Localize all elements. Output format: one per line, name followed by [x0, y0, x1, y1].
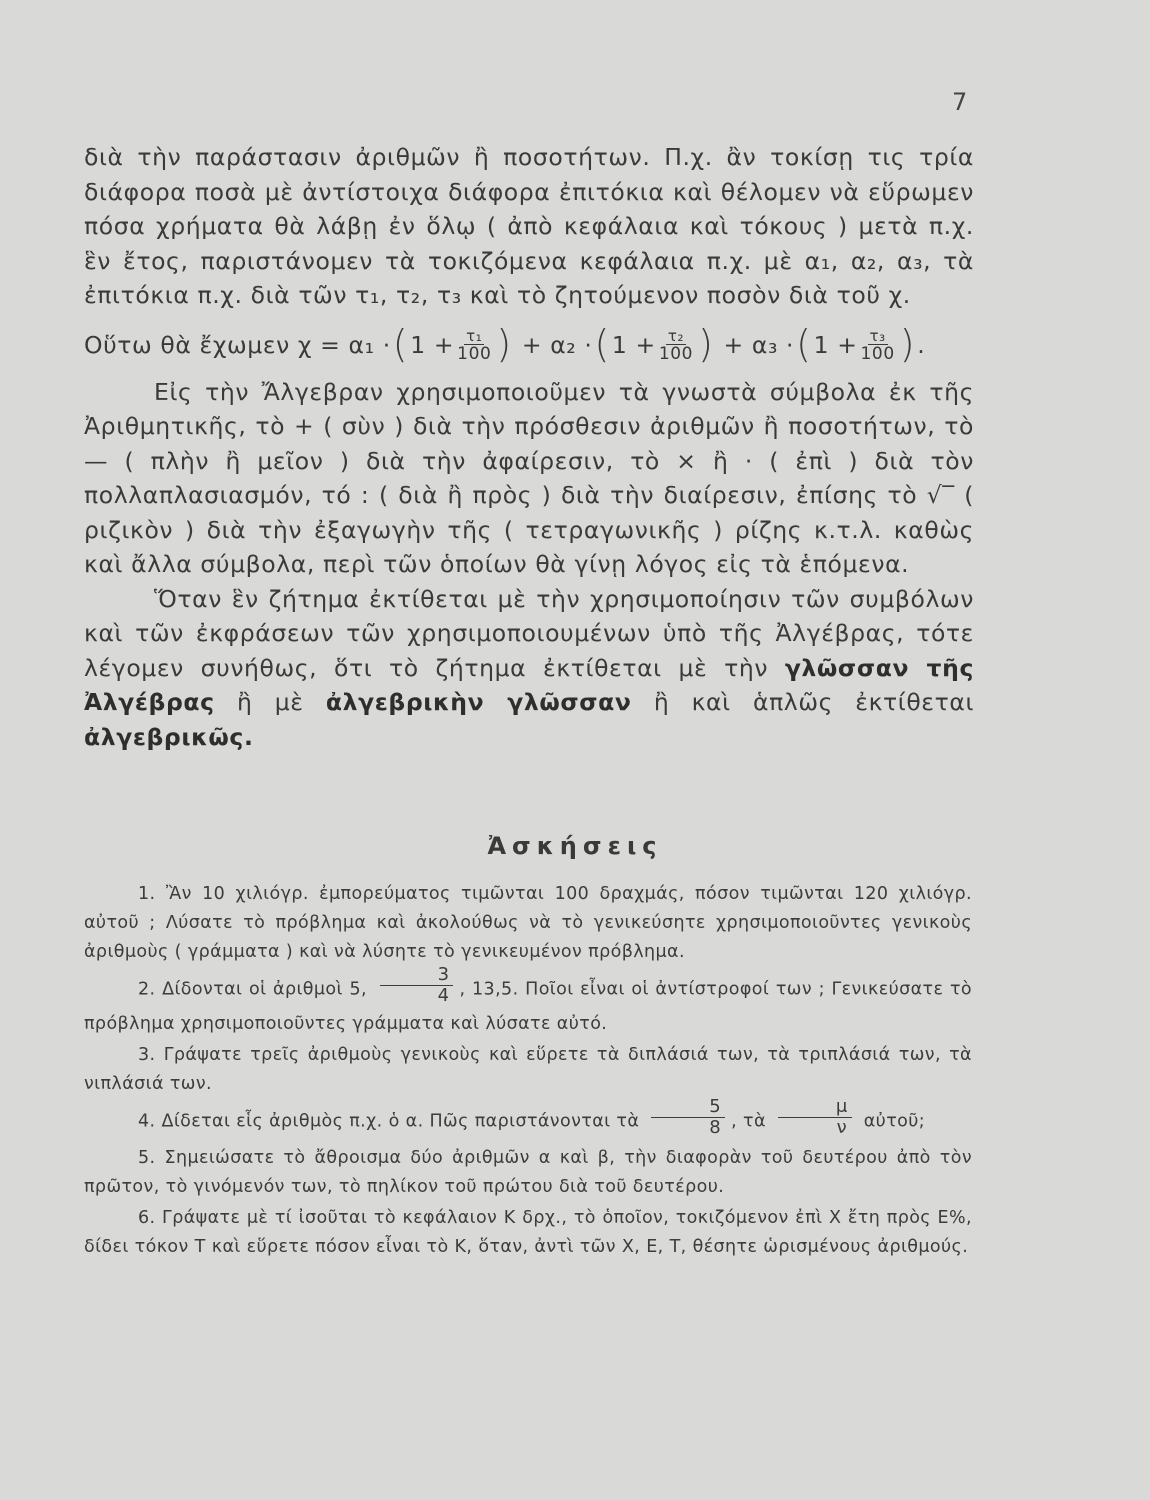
- formula-one: 1 +: [611, 331, 656, 360]
- para3-bold-term1: γλῶσσαν τῆς Ἀλγέβρας: [84, 653, 974, 716]
- exercise-2-fraction-denominator: 4: [437, 985, 450, 1006]
- paragraph-symbols: Εἰς τὴν Ἄλγεβραν χρησιμοποιοῦμεν τὰ γνωστὰ σύμβολα ἐκ τῆς Ἀριθμητικῆς, τὸ + ( σὺν ) διὰ τὴν πρόσθεσιν ἀριθμῶν ἢ ποσοτήτων, τὸ — ( πλὴν ἢ μεῖον ) διὰ τὴν ἀφαίρεσιν, τὸ × ἢ · ( ἐπὶ ) διὰ τὸν πολλαπλασιασμόν, τό : ( διὰ ἢ πρὸς ) διὰ τὴν διαίρεσιν, ἐπίσης τὸ √‾ ( ριζικὸν ) διὰ τὴν ἐξαγωγὴν τῆς ( τετραγωνικῆς ) ρίζης κ.τ.λ. καθὼς καὶ ἄλλα σύμβολα, περὶ τῶν ὁποίων θὰ γίνῃ λόγος εἰς τὰ ἑπόμενα.: [84, 377, 974, 578]
- formula-end: .: [917, 331, 926, 360]
- close-paren: ): [698, 321, 714, 366]
- formula-one: 1 +: [410, 331, 455, 360]
- open-paren: (: [796, 321, 812, 366]
- para3-text2: ἢ μὲ: [236, 688, 304, 716]
- para3-bold-term2: ἀλγεβρικὴν γλῶσσαν: [325, 688, 632, 716]
- exercises-list: [84, 880, 972, 1264]
- formula-one: 1 +: [813, 331, 858, 360]
- paragraph-notation-intro: διὰ τὴν παράστασιν ἀριθμῶν ἢ ποσοτήτων. Π.χ. ἂν τοκίσῃ τις τρία διάφορα ποσὰ μὲ ἀντίστοιχα διάφορα ἐπιτόκια καὶ θέλομεν νὰ εὕρωμεν πόσα χρήματα θὰ λάβῃ ἐν ὅλῳ ( ἀπὸ κεφάλαια καὶ τόκους ) μετὰ π.χ. ἓν ἔτος, παριστάνομεν τὰ τοκιζόμενα κεφάλαια π.χ. μὲ α₁, α₂, α₃, τὰ ἐπιτόκια π.χ. διὰ τῶν τ₁, τ₂, τ₃ καὶ τὸ ζητούμενον ποσὸν διὰ τοῦ χ.: [84, 143, 974, 309]
- exercise-4: [84, 1096, 972, 1142]
- paragraph-algebraic-language: [84, 582, 974, 755]
- open-paren: (: [594, 321, 610, 366]
- exercise-5: 5. Σημειώσατε τὸ ἄθροισμα δύο ἀριθμῶν α καὶ β, τὴν διαφορὰν τοῦ δευτέρου ἀπὸ τὸν πρῶτον, τὸ γινόμενόν των, τὸ πηλίκον τοῦ πρώτου διὰ τοῦ δευτέρου.: [84, 1148, 972, 1197]
- section-title: Ἀσκήσεις: [487, 832, 663, 860]
- fraction-t3: [861, 328, 895, 364]
- exercise-4-fraction-2-denominator: ν: [836, 1117, 848, 1138]
- exercise-2-start: 2. Δίδονται οἱ ἀριθμοὶ 5,: [138, 979, 367, 1000]
- formula-lead: Οὕτω θὰ ἔχωμεν χ = α₁ ·: [84, 331, 391, 360]
- exercise-4-fraction-2: [778, 1097, 852, 1138]
- exercise-1: 1. Ἂν 10 χιλιόγρ. ἐμπορεύματος τιμῶνται 100 δραχμάς, πόσον τιμῶνται 120 χιλιόγρ. αὐτοῦ ; Λύσατε τὸ πρόβλημα καὶ ἀκολούθως νὰ τὸ γενικεύσητε χρησιμοποιοῦντες γενικοὺς ἀριθμοὺς ( γράμματα ) καὶ νὰ λύσητε τὸ γενικευμένον πρόβλημα.: [84, 884, 972, 962]
- formula: [84, 317, 974, 375]
- formula-plus-a3: + α₃ ·: [723, 331, 795, 360]
- exercise-4-start: 4. Δίδεται εἷς ἀριθμὸς π.χ. ὁ α. Πῶς παριστάνονται τὰ: [138, 1111, 640, 1132]
- close-paren: ): [899, 321, 916, 366]
- exercise-4-end: αὐτοῦ;: [863, 1111, 926, 1132]
- fraction-t3-numerator: τ₃: [869, 326, 886, 345]
- fraction-t1-denominator: 100: [457, 343, 492, 364]
- exercise-6: 6. Γράψατε μὲ τί ἰσοῦται τὸ κεφάλαιον Κ δρχ., τὸ ὁποῖον, τοκιζόμενον ἐπὶ Χ ἔτη πρὸς Ε%, δίδει τόκον Τ καὶ εὕρετε πόσον εἶναι τὸ Κ, ὅταν, ἀντὶ τῶν Χ, Ε, Τ, θέσητε ὡρισμένους ἀριθμούς.: [84, 1208, 972, 1257]
- open-paren: (: [392, 321, 409, 366]
- formula-plus-a2: + α₂ ·: [521, 331, 593, 360]
- para3-bold-term3: ἀλγεβρικῶς.: [84, 722, 254, 751]
- para3-text1: Ὅταν ἓν ζήτημα ἐκτίθεται μὲ τὴν χρησιμοποίησιν τῶν συμβόλων καὶ τῶν ἐκφράσεων τῶν χρησιμοποιουμένων ὑπὸ τῆς Ἀλγέβρας, τότε λέγομεν συνήθως, ὅτι τὸ ζήτημα ἐκτίθεται μὲ τὴν: [84, 584, 974, 682]
- exercise-4-fraction-1: [651, 1097, 725, 1138]
- fraction-t2-denominator: 100: [658, 343, 694, 364]
- exercise-4-fraction-1-denominator: 8: [709, 1117, 722, 1138]
- para3-text3: ἢ καὶ ἁπλῶς ἐκτίθεται: [653, 688, 974, 716]
- page-number: 7: [952, 88, 968, 116]
- exercise-2: [84, 964, 972, 1039]
- fraction-t3-denominator: 100: [860, 343, 895, 364]
- fraction-t1-numerator: τ₁: [466, 326, 483, 345]
- fraction-t1: [457, 328, 491, 364]
- fraction-t2-numerator: τ₂: [667, 326, 685, 345]
- fraction-t2: [659, 328, 693, 364]
- main-text: [84, 140, 974, 754]
- exercise-2-fraction-numerator: 3: [380, 965, 454, 986]
- exercise-4-mid: , τὰ: [731, 1111, 766, 1132]
- exercise-2-end: , 13,5. Ποῖοι εἶναι οἱ ἀντίστροφοί των ; Γενικεύσατε τὸ πρόβλημα χρησιμοποιοῦντες γράμματα καὶ λύσατε αὐτό.: [84, 979, 972, 1034]
- exercise-2-fraction: [380, 965, 454, 1006]
- exercise-4-fraction-1-numerator: 5: [651, 1097, 725, 1118]
- exercise-4-fraction-2-numerator: μ: [778, 1097, 852, 1118]
- exercise-3: 3. Γράψατε τρεῖς ἀριθμοὺς γενικοὺς καὶ εὕρετε τὰ διπλάσιά των, τὰ τριπλάσιά των, τὰ νιπλάσιά των.: [84, 1045, 972, 1094]
- close-paren: ): [496, 321, 512, 366]
